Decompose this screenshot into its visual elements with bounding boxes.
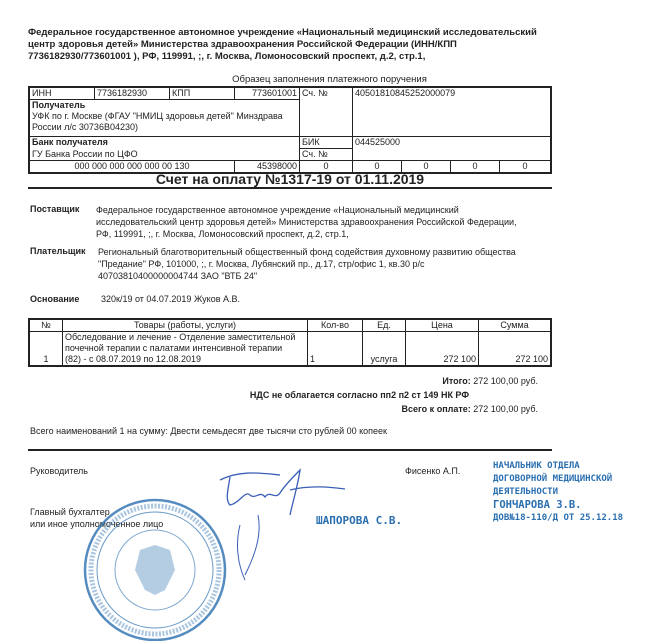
head-stamp (493, 460, 623, 525)
header-line: 7736182930/773601001 ), РФ, 119991, ;, г. Москва, Ломоносовский проспект, д.2, стр.1, (28, 51, 426, 62)
name-line: Обследование и лечение - Отделение заместительной (65, 332, 296, 342)
supplier-value (96, 204, 517, 240)
kpp-value: 773601001 (235, 87, 300, 100)
vat-note: НДС не облагается согласно пп2 п2 ст 149 НК РФ (249, 390, 469, 400)
divider (28, 187, 552, 189)
col-header: Сумма (479, 319, 552, 332)
total-value: 272 100,00 руб. (473, 376, 538, 386)
accountant-line: Главный бухгалтер (30, 507, 110, 517)
supplier-line: исследовательский центр здоровья детей» Министерства здравоохранения Российской Федерации, (96, 217, 517, 227)
payer-line: 40703810400000004744 ЗАО "ВТБ 24" (98, 271, 258, 281)
name-line: почечной терапии с палатами интенсивной терапии (65, 343, 283, 353)
bik-value: 044525000 (353, 137, 552, 161)
inn-label: ИНН (29, 87, 95, 100)
row-sum: 272 100 (479, 332, 552, 367)
col-header: Цена (406, 319, 479, 332)
basis-value: 320к/19 от 04.07.2019 Жуков А.В. (101, 294, 240, 304)
due-line (402, 404, 538, 414)
header-line: центр здоровья детей» Министерства здравоохранения Российской Федерации (ИНН/КПП (28, 39, 457, 50)
payer-label: Плательщик (30, 246, 86, 256)
code-cell: 0 (353, 161, 402, 174)
supplier-line: РФ, 119991, ;, г. Москва, Ломоносовский проспект, д.2, стр.1, (96, 229, 349, 239)
bank-details-table (28, 86, 552, 174)
row-qty: 1 (308, 332, 363, 367)
payer-value (98, 246, 516, 282)
recipient-cell (29, 100, 300, 137)
recipient-label: Получатель (32, 100, 86, 110)
kpp-label: КПП (170, 87, 235, 100)
issuer-header (28, 27, 537, 63)
code-cell: 0 (300, 161, 353, 174)
col-header: № (29, 319, 63, 332)
payer-line: "Предание" РФ, 101000, ;, г. Москва, Лубянский пр., д.17, стр/офис 1, кв.30 р/с (98, 259, 425, 269)
code-cell: 0 (450, 161, 499, 174)
col-header: Товары (работы, услуги) (63, 319, 308, 332)
total-label: Итого: (442, 376, 471, 386)
oktmo-code: 45398000 (235, 161, 300, 174)
inn-value: 7736182930 (95, 87, 170, 100)
head-label: Руководитель (30, 466, 88, 476)
recipient-line: России л/с 30736В04230) (32, 122, 138, 132)
supplier-label: Поставщик (30, 204, 80, 214)
invoice-title: Счет на оплату №1317-19 от 01.11.2019 (155, 171, 425, 187)
account-value: 40501810845252000079 (353, 87, 552, 137)
items-table (28, 318, 552, 367)
amount-in-words: Всего наименований 1 на сумму: Двести семьдесят две тысячи сто рублей 00 копеек (30, 426, 387, 436)
account-label: Сч. № (300, 87, 353, 137)
official-seal (80, 495, 230, 641)
kbk-code: 000 000 000 000 000 00 130 (29, 161, 235, 174)
accountant-stamp: ШАПОРОВА С.В. (316, 514, 403, 527)
code-cell: 0 (401, 161, 450, 174)
bank-label: Банк получателя (29, 137, 300, 149)
bank-name: ГУ Банка России по ЦФО (29, 149, 300, 161)
corr-account-label: Сч. № (300, 149, 353, 161)
row-unit: услуга (363, 332, 406, 367)
basis-label: Основание (30, 294, 80, 304)
header-line: Федеральное государственное автономное учреждение «Национальный медицинский исследовательский (28, 27, 537, 38)
bank-caption: Образец заполнения платежного поручения (232, 74, 427, 85)
stamp-line: ДОГОВОРНОЙ МЕДИЦИНСКОЙ (493, 474, 613, 484)
row-price: 272 100 (406, 332, 479, 367)
recipient-line: УФК по г. Москве (ФГАУ "НМИЦ здоровья детей" Минздрава (32, 111, 283, 121)
accountant-line: или иное уполномоченное лицо (30, 519, 164, 529)
col-header: Кол-во (308, 319, 363, 332)
total-line (442, 376, 538, 386)
divider (28, 449, 552, 451)
stamp-line: ДЕЯТЕЛЬНОСТИ (493, 487, 559, 497)
stamp-line: ГОНЧАРОВА З.В. (493, 499, 582, 511)
row-number: 1 (29, 332, 63, 367)
due-value: 272 100,00 руб. (473, 404, 538, 414)
stamp-line: НАЧАЛЬНИК ОТДЕЛА (493, 461, 580, 471)
name-line: (82) - с 08.07.2019 по 12.08.2019 (65, 354, 201, 364)
payer-line: Региональный благотворительный общественный фонд содействия духовному развитию общества (98, 247, 516, 257)
head-name: Фисенко А.П. (405, 466, 461, 476)
code-cell: 0 (499, 161, 551, 174)
supplier-line: Федеральное государственное автономное учреждение «Национальный медицинский (96, 205, 459, 215)
due-label: Всего к оплате: (401, 404, 471, 414)
row-name (63, 332, 308, 367)
table-row (29, 332, 551, 367)
col-header: Ед. (363, 319, 406, 332)
bik-label: БИК (300, 137, 353, 149)
stamp-line: ДОВ№18-110/Д ОТ 25.12.18 (493, 513, 624, 523)
